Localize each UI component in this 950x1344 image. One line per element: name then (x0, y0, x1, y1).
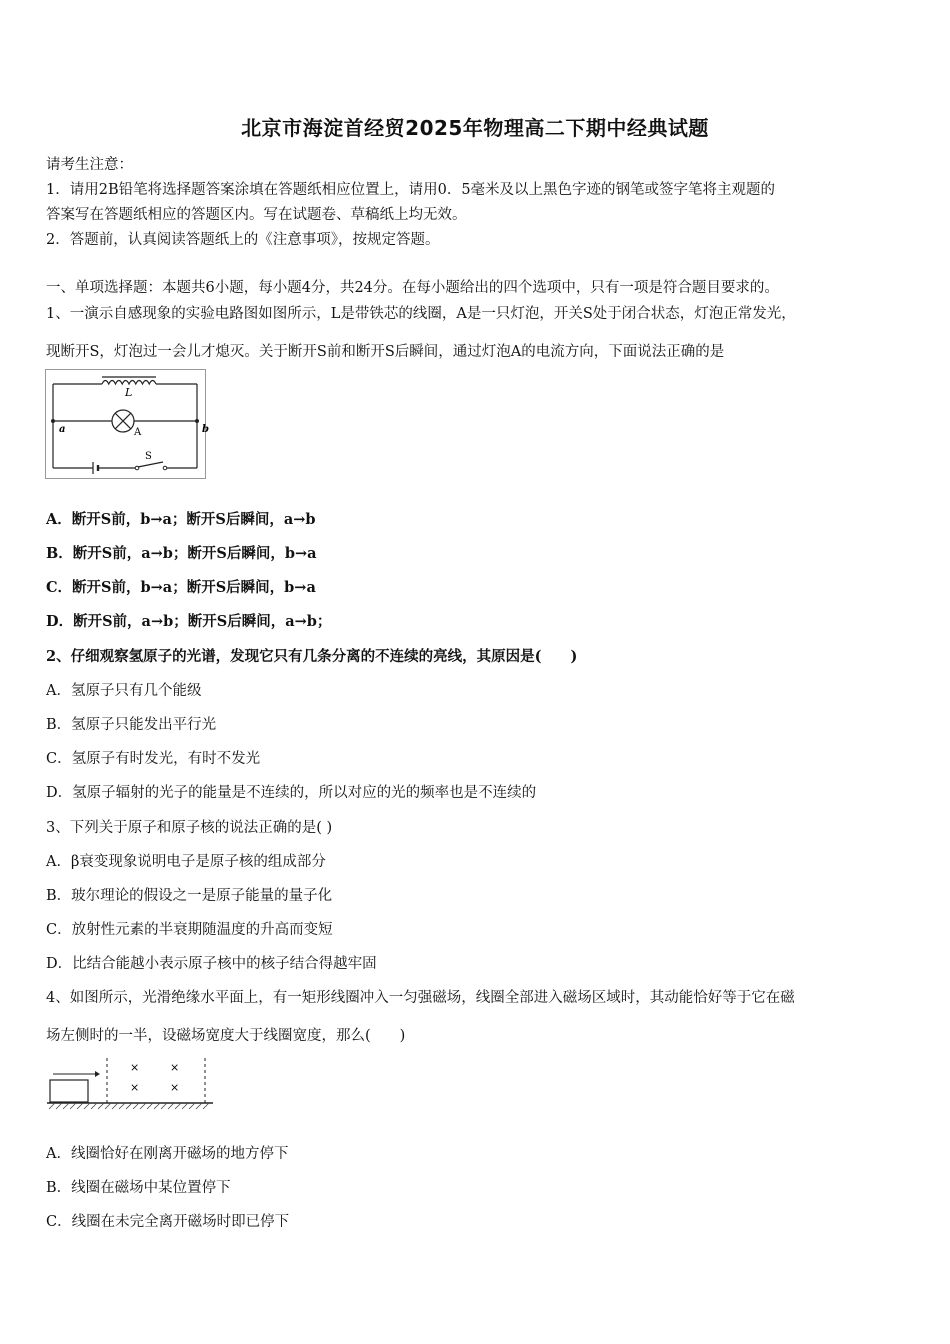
q1-option-c: C．断开S前，b→a；断开S后瞬间，b→a (46, 579, 316, 596)
page-title: 北京市海淀首经贸2025年物理高二下期中经典试题 (241, 116, 709, 140)
q2-option-b: B．氢原子只能发出平行光 (46, 717, 217, 733)
section-heading: 一、单项选择题：本题共6小题，每小题4分，共24分。在每小题给出的四个选项中，只有一项是符合题目要求的。 (46, 280, 779, 296)
field-mark: × (170, 1081, 180, 1094)
node-a (51, 419, 55, 423)
q3-option-b: B．玻尔理论的假设之一是原子能量的量子化 (46, 888, 333, 904)
label-S: S (145, 451, 152, 462)
q2-stem: 2、仔细观察氢原子的光谱，发现它只有几条分离的不连续的亮线，其原因是( ) (46, 648, 578, 665)
field-mark: × (130, 1081, 140, 1094)
q2-option-d: D．氢原子辐射的光子的能量是不连续的，所以对应的光的频率也是不连续的 (46, 785, 537, 801)
q3-option-a: A．β衰变现象说明电子是原子核的组成部分 (46, 854, 326, 870)
inductor-coil (102, 381, 156, 385)
q1-option-b: B．断开S前，a→b；断开S后瞬间，b→a (46, 545, 317, 562)
ground-hatch (49, 1103, 209, 1109)
q1-option-d: D．断开S前，a→b；断开S后瞬间，a→b； (46, 613, 332, 630)
label-L: L (125, 386, 133, 399)
notice-item-1-cont: 答案写在答题纸相应的答题区内。写在试题卷、草稿纸上均无效。 (46, 207, 467, 223)
q1-stem-line1: 1、一演示自感现象的实验电路图如图所示，L是带铁芯的线圈，A是一只灯泡，开关S处于闭合状态，灯泡正常发光， (46, 306, 796, 322)
node-b (195, 419, 199, 423)
q4-stem-line1: 4、如图所示，光滑绝缘水平面上，有一矩形线圈冲入一匀强磁场，线圈全部进入磁场区域时，其动能恰好等于它在磁 (46, 990, 795, 1006)
label-a: a (59, 424, 66, 435)
notice-heading: 请考生注意： (46, 157, 133, 173)
q3-option-d: D．比结合能越小表示原子核中的核子结合得越牢固 (46, 956, 377, 972)
field-mark: × (170, 1061, 180, 1074)
q1-option-a: A．断开S前，b→a；断开S后瞬间，a→b (46, 511, 316, 528)
q1-circuit-figure (45, 369, 209, 479)
notice-item-1: 1．请用2B铅笔将选择题答案涂填在答题纸相应位置上，请用0．5毫米及以上黑色字迹的钢笔或签字笔将主观题的 (46, 182, 776, 198)
q2-option-a: A．氢原子只有几个能级 (46, 683, 202, 699)
q4-option-a: A．线圈恰好在刚离开磁场的地方停下 (46, 1146, 289, 1162)
q1-stem-line2: 现断开S，灯泡过一会儿才熄灭。关于断开S前和断开S后瞬间，通过灯泡A的电流方向，下面说法正确的是 (46, 344, 725, 360)
q2-option-c: C．氢原子有时发光，有时不发光 (46, 751, 261, 767)
q4-stem-line2: 场左侧时的一半，设磁场宽度大于线圈宽度，那么( ) (46, 1028, 406, 1044)
label-A: A (134, 427, 142, 438)
q3-option-c: C．放射性元素的半衰期随温度的升高而变短 (46, 922, 333, 938)
notice-item-2: 2．答题前，认真阅读答题纸上的《注意事项》，按规定答题。 (46, 232, 440, 248)
q4-option-b: B．线圈在磁场中某位置停下 (46, 1180, 231, 1196)
field-mark: × (130, 1061, 140, 1074)
q3-stem: 3、下列关于原子和原子核的说法正确的是( ) (46, 820, 333, 836)
label-b: b (202, 424, 209, 435)
q4-option-c: C．线圈在未完全离开磁场时即已停下 (46, 1214, 290, 1230)
coil-rect (50, 1080, 88, 1102)
q4-field-figure (45, 1055, 217, 1113)
